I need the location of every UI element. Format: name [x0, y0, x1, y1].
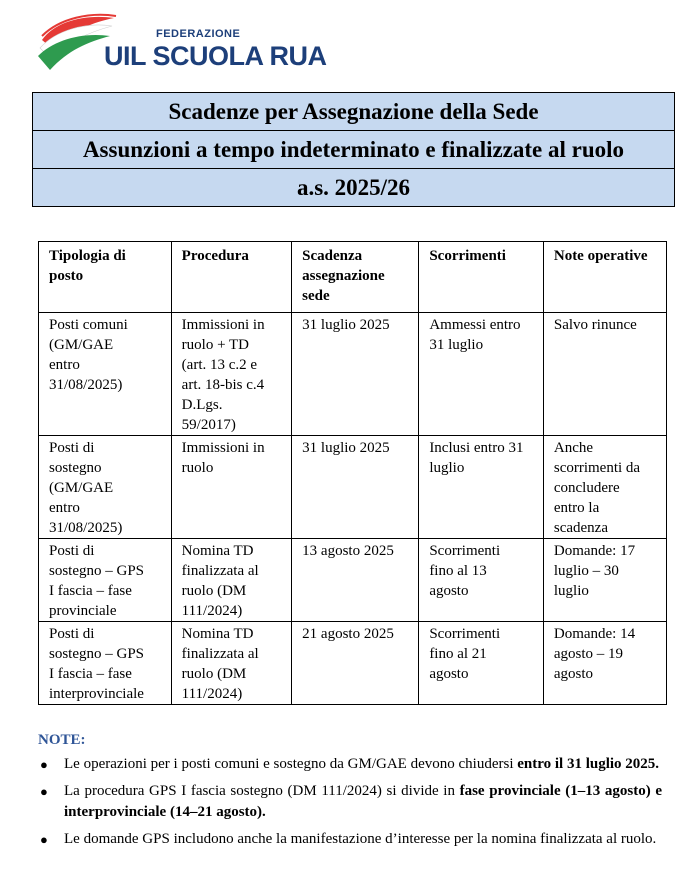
table-cell-line: interprovinciale [49, 686, 144, 702]
table-cell-line: 31/08/2025) [49, 520, 123, 536]
table-body [39, 313, 667, 705]
table-cell-line: luglio [553, 583, 589, 599]
table-cell-line: art. 18-bis c.4 [181, 377, 265, 393]
table-cell-line: agosto [553, 666, 594, 682]
table-row [39, 436, 667, 539]
header-cell-line: Scadenza [302, 248, 363, 264]
header-scorrimenti [419, 242, 544, 313]
table-cell [419, 436, 544, 539]
table-cell-line: (GM/GAE [49, 480, 114, 496]
table-cell-line: I fascia – fase [49, 666, 132, 682]
header-cell-line: Procedura [181, 248, 249, 264]
table-cell-line: 21 agosto 2025 [302, 626, 394, 642]
table-cell-line: scadenza [553, 520, 608, 536]
table-cell-line: (art. 13 c.2 e [181, 357, 258, 373]
table-cell-line: Posti di [49, 543, 95, 559]
table-cell [171, 313, 292, 436]
table-cell-line: agosto [429, 583, 469, 599]
table-cell-line: Ammessi entro [429, 317, 521, 333]
deadlines-table [38, 241, 667, 705]
table-cell-line: Salvo rinunce [553, 317, 637, 333]
table-cell-line: Posti di [49, 626, 95, 642]
table-cell-line: concludere [553, 480, 620, 496]
table-cell [543, 622, 666, 705]
table-cell-line: entro la [553, 500, 600, 516]
table-cell [419, 622, 544, 705]
page-subtitle: Assunzioni a tempo indeterminato e finalizzate al ruolo [33, 131, 674, 169]
table-cell [292, 436, 419, 539]
table-cell-line: Anche [553, 440, 594, 456]
table-cell-line: 31 luglio 2025 [302, 317, 390, 333]
table-cell-line: luglio – 30 [553, 563, 619, 579]
table-header-row [39, 242, 667, 313]
table-cell-line: (GM/GAE [49, 337, 114, 353]
table-cell-line: Scorrimenti [429, 626, 501, 642]
header-cell-line: sede [302, 288, 330, 304]
table-cell [171, 539, 292, 622]
table-cell-line: Posti di [49, 440, 95, 456]
table-cell-line: finalizzata al [181, 563, 259, 579]
table-cell [39, 436, 172, 539]
header-cell-line: Note operative [553, 248, 648, 264]
table-cell-line: finalizzata al [181, 646, 259, 662]
table-cell [543, 313, 666, 436]
table-cell-line: Domande: 14 [553, 626, 636, 642]
header-procedura [171, 242, 292, 313]
table-cell-line: Nomina TD [181, 626, 254, 642]
table-cell-line: ruolo + TD [181, 337, 250, 353]
table-cell [292, 622, 419, 705]
table-cell-line: 31 luglio [429, 337, 484, 353]
header-tipologia [39, 242, 172, 313]
note-text: Le domande GPS includono anche la manifestazione d’interesse per la nomina finalizzata al ruolo. [64, 831, 657, 847]
bullet-icon: ● [40, 832, 48, 847]
table-cell [292, 313, 419, 436]
table-cell-line: fino al 13 [429, 563, 487, 579]
table-cell [543, 539, 666, 622]
table-cell [419, 313, 544, 436]
table-cell-line: luglio [429, 460, 465, 476]
table-cell-line: Immissioni in [181, 317, 265, 333]
table-cell-line: D.Lgs. [181, 397, 223, 413]
table-cell [419, 539, 544, 622]
table-cell-line: Domande: 17 [553, 543, 636, 559]
table-cell-line: 59/2017) [181, 417, 236, 433]
table-cell-line: agosto [429, 666, 469, 682]
table-cell [39, 622, 172, 705]
table-cell-line: agosto – 19 [553, 646, 624, 662]
table-cell-line: Posti comuni [49, 317, 128, 333]
table-row [39, 539, 667, 622]
table-cell-line: entro [49, 357, 80, 373]
table-cell-line: provinciale [49, 603, 117, 619]
table-cell [543, 436, 666, 539]
logo-federazione-text: FEDERAZIONE [156, 28, 241, 40]
note-text-bold: fase provinciale (1–13 agosto) e interprovinciale (14–21 agosto). [64, 783, 662, 820]
table-cell-line: 13 agosto 2025 [302, 543, 394, 559]
bullet-icon: ● [40, 757, 48, 772]
school-year: a.s. 2025/26 [296, 175, 411, 200]
table-cell [171, 436, 292, 539]
notes-title: NOTE: [38, 732, 86, 748]
table-cell-line: ruolo (DM [181, 583, 247, 599]
table-cell [292, 539, 419, 622]
note-text: La procedura GPS I fascia sostegno (DM 111/2024) si divide in [64, 783, 460, 799]
uil-logo [38, 10, 327, 80]
table-cell-line: ruolo (DM [181, 666, 247, 682]
table-cell [171, 622, 292, 705]
table-cell-line: Scorrimenti [429, 543, 501, 559]
table-cell-line: scorrimenti da [553, 460, 641, 476]
note-item [38, 829, 662, 850]
table-cell-line: Immissioni in [181, 440, 265, 456]
header-cell-line: Tipologia di [49, 248, 126, 264]
table-cell-line: entro [49, 500, 80, 516]
table-cell-line: fino al 21 [429, 646, 487, 662]
table-cell [39, 313, 172, 436]
table-cell-line: ruolo [181, 460, 214, 476]
table-cell-line: I fascia – fase [49, 583, 132, 599]
table-cell-line: sostegno – GPS [49, 563, 145, 579]
page-title: Scadenze per Assegnazione della Sede [33, 93, 674, 131]
header-cell-line: posto [49, 268, 84, 284]
table-cell-line: Inclusi entro 31 [429, 440, 524, 456]
table-cell-line: 111/2024) [181, 686, 243, 702]
table-cell [39, 539, 172, 622]
table-row [39, 622, 667, 705]
note-item [38, 754, 662, 775]
table-cell-line: sostegno – GPS [49, 646, 145, 662]
table-cell-line: 111/2024) [181, 603, 243, 619]
header-note-operative [543, 242, 666, 313]
table-row [39, 313, 667, 436]
logo-name-text: UIL SCUOLA RUA [104, 41, 327, 71]
note-item [38, 781, 662, 823]
table-cell-line: Nomina TD [181, 543, 254, 559]
bullet-icon: ● [40, 784, 48, 799]
header-cell-line: Scorrimenti [429, 248, 506, 264]
table-cell-line: sostegno [49, 460, 102, 476]
note-text-bold: entro il 31 luglio 2025. [517, 756, 660, 772]
notes-list [38, 754, 662, 850]
notes-section [38, 730, 662, 856]
header-cell-line: assegnazione [302, 268, 385, 284]
note-text: Le operazioni per i posti comuni e sostegno da GM/GAE devono chiudersi [64, 756, 518, 772]
header-box [32, 92, 675, 207]
table-cell-line: 31 luglio 2025 [302, 440, 390, 456]
header-scadenza [292, 242, 419, 313]
table-cell-line: 31/08/2025) [49, 377, 123, 393]
